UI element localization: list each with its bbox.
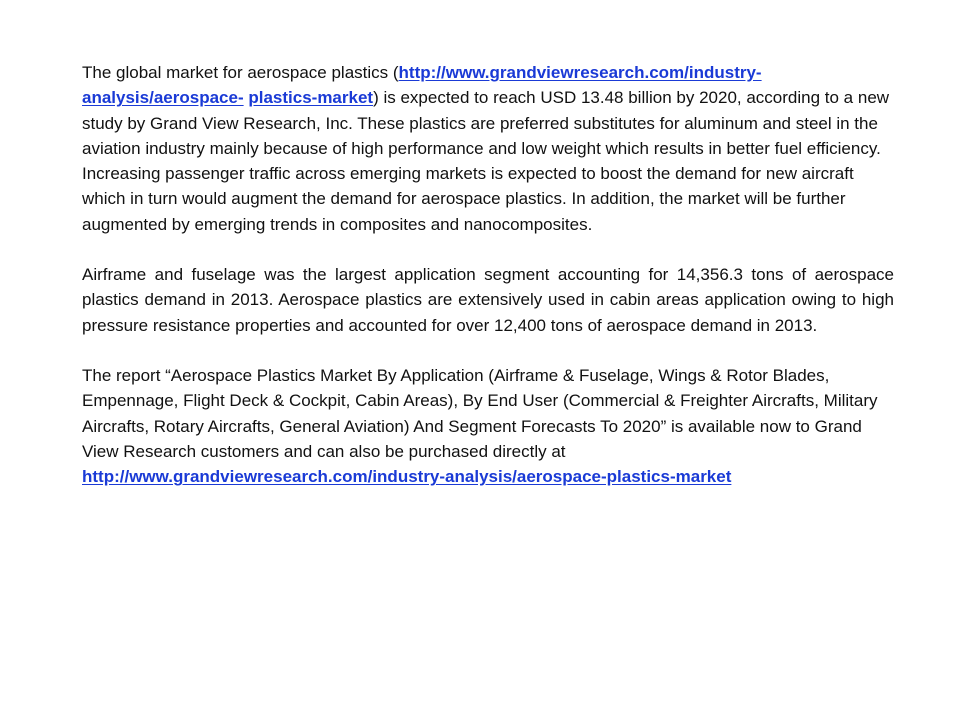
paragraph-application-segment [82,262,894,338]
document-body [82,60,894,514]
aerospace-plastics-link-part-2[interactable]: plastics-market [248,88,374,108]
paragraph-1-intro-text: The global market for aerospace plastics ( [82,63,399,82]
paragraph-market-overview [82,60,894,237]
report-purchase-link[interactable]: http://www.grandviewresearch.com/industry-analysis/aerospace-plastics-market [82,467,732,487]
paragraph-3-text: The report “Aerospace Plastics Market By Application (Airframe & Fuselage, Wings & Rotor Blades, Empennage, Flight Deck & Cockpit, Cabin Areas), By End User (Commercial & Freighter Aircrafts, Military Aircrafts, Rotary Aircrafts, General Aviation) And Segment Forecasts To 2020” is available now to Grand View Research customers and can also be purchased directly at [82,365,878,461]
paragraph-2-text: Airframe and fuselage was the largest application segment accounting for 14,356.3 tons of aerospace plastics demand in 2013. Aerospace plastics are extensively used in cabin areas application owing to high pressure resistance properties and accounted for over 12,400 tons of aerospace demand in 2013. [82,265,894,335]
aerospace-plastics-link-part-1[interactable]: http://www.grandviewresearch.com/industry-analysis/aerospace- [82,63,762,108]
paragraph-1-body-text: ) is expected to reach USD 13.48 billion by 2020, according to a new study by Grand View Research, Inc. These plastics are preferred substitutes for aluminum and steel in the aviation industry mainly because of high performance and low weight which results in better fuel efficiency. Increasing passenger traffic across emerging markets is expected to boost the demand for new aircraft which in turn would augment the demand for aerospace plastics. In addition, the market will be further augmented by emerging trends in composites and nanocomposites. [82,88,890,234]
paragraph-report-availability [82,363,894,489]
